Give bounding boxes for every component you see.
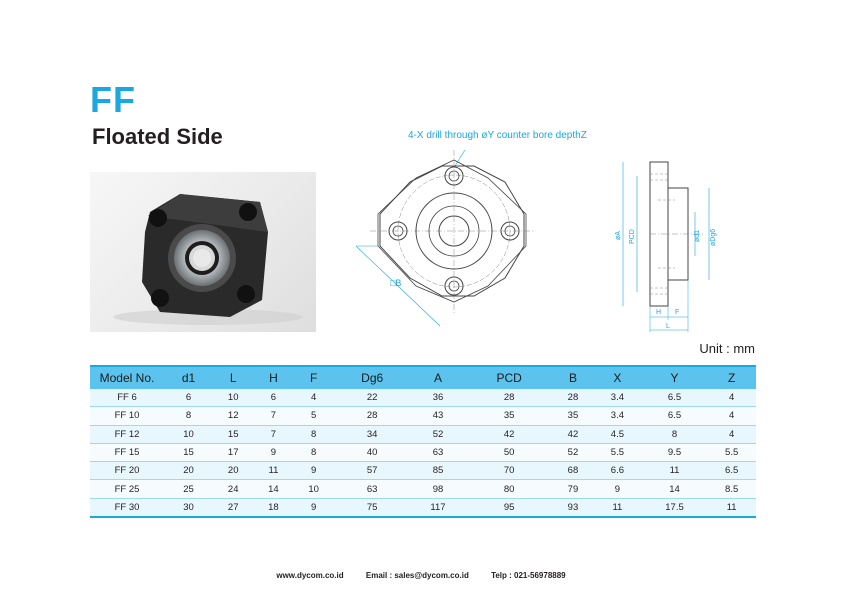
value-cell: 30: [164, 498, 213, 517]
value-cell: 6.5: [707, 462, 756, 480]
value-cell: 12: [213, 407, 253, 425]
value-cell: 5: [294, 407, 334, 425]
value-cell: 9: [253, 443, 293, 461]
value-cell: 50: [465, 443, 552, 461]
value-cell: 36: [411, 389, 466, 407]
column-header: A: [411, 366, 466, 389]
drill-callout: 4-X drill through øY counter bore depthZ: [408, 130, 587, 141]
model-cell: FF 10: [90, 407, 164, 425]
value-cell: 7: [253, 425, 293, 443]
value-cell: 7: [253, 407, 293, 425]
value-cell: 8: [294, 425, 334, 443]
label-phi-dg6: øDg6: [710, 228, 717, 246]
value-cell: 9: [294, 498, 334, 517]
column-header: Dg6: [334, 366, 411, 389]
value-cell: 9.5: [642, 443, 708, 461]
value-cell: 6.5: [642, 389, 708, 407]
column-header: d1: [164, 366, 213, 389]
model-cell: FF 15: [90, 443, 164, 461]
value-cell: 24: [213, 480, 253, 498]
value-cell: 11: [642, 462, 708, 480]
value-cell: 63: [411, 443, 466, 461]
value-cell: 11: [253, 462, 293, 480]
value-cell: 27: [213, 498, 253, 517]
bearing-block-image: [90, 172, 316, 332]
table-row: [90, 462, 756, 480]
value-cell: 6.5: [642, 407, 708, 425]
column-header: PCD: [465, 366, 552, 389]
value-cell: 75: [334, 498, 411, 517]
value-cell: 11: [707, 498, 756, 517]
column-header: Z: [707, 366, 756, 389]
table-header-row: [90, 366, 756, 389]
value-cell: 10: [213, 389, 253, 407]
value-cell: 42: [465, 425, 552, 443]
value-cell: 40: [334, 443, 411, 461]
label-h: H: [656, 309, 662, 316]
label-l: L: [666, 323, 670, 330]
value-cell: 3.4: [593, 407, 642, 425]
value-cell: 14: [253, 480, 293, 498]
column-header: F: [294, 366, 334, 389]
label-phi-a: øA: [615, 231, 622, 240]
value-cell: 85: [411, 462, 466, 480]
value-cell: 95: [465, 498, 552, 517]
value-cell: 93: [553, 498, 593, 517]
product-subtitle: Floated Side: [92, 124, 223, 149]
value-cell: 25: [164, 480, 213, 498]
product-photo: [90, 172, 316, 332]
model-cell: FF 20: [90, 462, 164, 480]
value-cell: 79: [553, 480, 593, 498]
value-cell: 8: [642, 425, 708, 443]
value-cell: 57: [334, 462, 411, 480]
value-cell: 5.5: [593, 443, 642, 461]
table-row: [90, 425, 756, 443]
value-cell: 80: [465, 480, 552, 498]
value-cell: 34: [334, 425, 411, 443]
value-cell: 14: [642, 480, 708, 498]
value-cell: 4: [294, 389, 334, 407]
value-cell: 98: [411, 480, 466, 498]
model-cell: FF 12: [90, 425, 164, 443]
value-cell: 52: [553, 443, 593, 461]
value-cell: 43: [411, 407, 466, 425]
model-cell: FF 6: [90, 389, 164, 407]
value-cell: 4: [707, 389, 756, 407]
model-cell: FF 25: [90, 480, 164, 498]
value-cell: 22: [334, 389, 411, 407]
table-row: [90, 498, 756, 517]
table-row: [90, 480, 756, 498]
table-row: [90, 443, 756, 461]
column-header: X: [593, 366, 642, 389]
value-cell: 5.5: [707, 443, 756, 461]
label-pcd: PCD: [629, 229, 636, 244]
value-cell: 17.5: [642, 498, 708, 517]
value-cell: 35: [553, 407, 593, 425]
value-cell: 10: [164, 425, 213, 443]
value-cell: 10: [294, 480, 334, 498]
value-cell: 4.5: [593, 425, 642, 443]
value-cell: 68: [553, 462, 593, 480]
value-cell: 15: [213, 425, 253, 443]
label-b: □B: [390, 278, 402, 288]
value-cell: 11: [593, 498, 642, 517]
value-cell: 6: [253, 389, 293, 407]
footer-email: Email : sales@dycom.co.id: [365, 571, 469, 580]
value-cell: 4: [707, 407, 756, 425]
value-cell: 20: [213, 462, 253, 480]
table-row: [90, 389, 756, 407]
column-header: L: [213, 366, 253, 389]
footer: [0, 571, 842, 580]
value-cell: 52: [411, 425, 466, 443]
value-cell: 35: [465, 407, 552, 425]
product-code: FF: [90, 79, 136, 120]
table-row: [90, 407, 756, 425]
column-header: Y: [642, 366, 708, 389]
column-header: B: [553, 366, 593, 389]
value-cell: 6: [164, 389, 213, 407]
value-cell: 28: [553, 389, 593, 407]
value-cell: 8: [164, 407, 213, 425]
column-header: Model No.: [90, 366, 164, 389]
value-cell: 9: [593, 480, 642, 498]
value-cell: 70: [465, 462, 552, 480]
value-cell: 8.5: [707, 480, 756, 498]
value-cell: 8: [294, 443, 334, 461]
value-cell: 20: [164, 462, 213, 480]
value-cell: 42: [553, 425, 593, 443]
value-cell: 9: [294, 462, 334, 480]
column-header: H: [253, 366, 293, 389]
label-f: F: [675, 309, 680, 316]
unit-label: Unit : mm: [699, 341, 755, 356]
value-cell: 15: [164, 443, 213, 461]
footer-website: www.dycom.co.id: [276, 571, 344, 580]
value-cell: 63: [334, 480, 411, 498]
value-cell: 28: [334, 407, 411, 425]
value-cell: 4: [707, 425, 756, 443]
spec-table: [90, 365, 756, 518]
value-cell: 6.6: [593, 462, 642, 480]
front-view-drawing: [350, 150, 550, 330]
model-cell: FF 30: [90, 498, 164, 517]
footer-phone: Telp : 021-56978889: [491, 571, 566, 580]
value-cell: 17: [213, 443, 253, 461]
side-view-drawing: [605, 150, 725, 335]
value-cell: 28: [465, 389, 552, 407]
label-phi-d1: ød1: [694, 229, 701, 242]
value-cell: 117: [411, 498, 466, 517]
value-cell: 3.4: [593, 389, 642, 407]
value-cell: 18: [253, 498, 293, 517]
